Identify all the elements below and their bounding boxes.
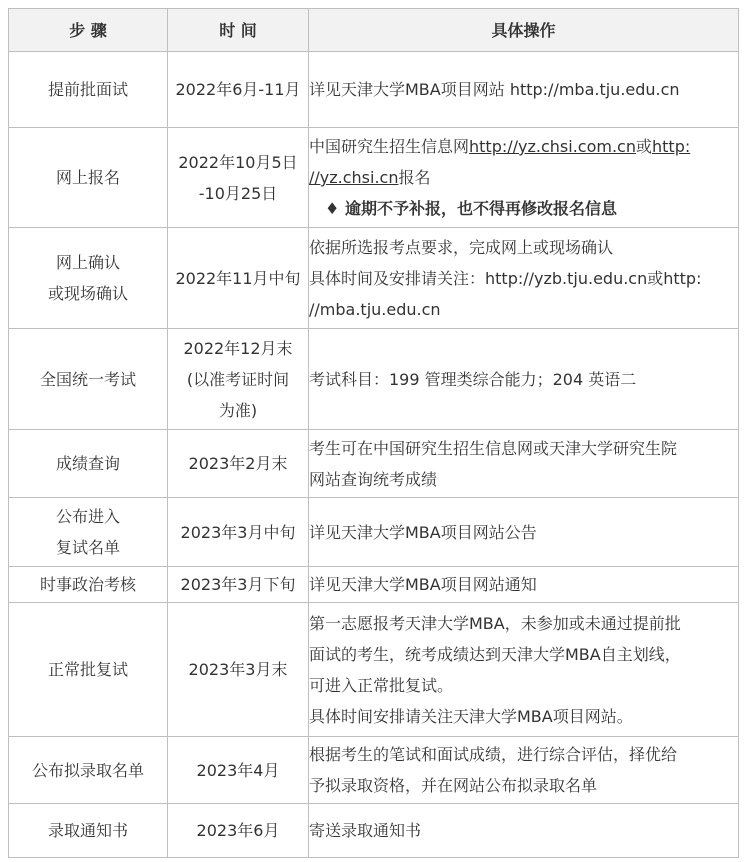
operation-text: //mba.tju.edu.cn bbox=[309, 299, 441, 319]
time-text: 2023年3月下旬 bbox=[180, 575, 296, 594]
step-text: 公布进入 bbox=[55, 507, 120, 526]
operation-text: 详见天津大学MBA项目网站通知 bbox=[309, 575, 537, 594]
operation-text: 第一志愿报考天津大学MBA，未参加或未通过提前批 bbox=[309, 613, 681, 633]
step-text: 成绩查询 bbox=[55, 454, 120, 473]
step-cell bbox=[9, 52, 168, 128]
time-cell bbox=[168, 603, 309, 737]
operation-cell bbox=[309, 228, 739, 329]
operation-cell bbox=[309, 603, 739, 737]
step-cell bbox=[9, 603, 168, 737]
table-row bbox=[9, 603, 739, 737]
chsi-link[interactable]: http://yz.chsi.com.cn bbox=[469, 137, 636, 156]
operation-line bbox=[309, 131, 738, 162]
diamond-bullet-icon: ♦ bbox=[325, 199, 340, 218]
time-text: 2022年11月中旬 bbox=[175, 268, 301, 288]
time-cell bbox=[168, 498, 309, 567]
yz-chsi-link[interactable]: http: bbox=[652, 137, 691, 156]
time-cell bbox=[168, 52, 309, 128]
operation-cell bbox=[309, 737, 739, 804]
operation-cell bbox=[309, 128, 739, 228]
operation-text: 可进入正常批复试。 bbox=[309, 675, 454, 695]
step-text: 正常批复试 bbox=[47, 660, 128, 679]
table-row bbox=[9, 430, 739, 498]
table-row bbox=[9, 128, 739, 228]
operation-text: 网站查询统考成绩 bbox=[309, 469, 438, 489]
step-cell bbox=[9, 498, 168, 567]
time-cell bbox=[168, 430, 309, 498]
operation-text: 中国研究生招生信息网 bbox=[309, 137, 470, 156]
header-step: 步 骤 bbox=[9, 9, 168, 52]
step-text: 公布拟录取名单 bbox=[31, 760, 144, 780]
time-cell bbox=[168, 804, 309, 858]
operation-text: 面试的考生，统考成绩达到天津大学MBA自主划线， bbox=[309, 644, 681, 664]
step-text: 网上报名 bbox=[55, 168, 120, 187]
time-cell bbox=[168, 737, 309, 804]
step-cell bbox=[9, 804, 168, 858]
yz-chsi-link-continued[interactable]: //yz.chsi.cn bbox=[309, 168, 399, 187]
table-row bbox=[9, 228, 739, 329]
time-text: (以准考证时间 bbox=[186, 369, 290, 389]
operation-cell bbox=[309, 804, 739, 858]
operation-cell bbox=[309, 430, 739, 498]
table-row bbox=[9, 329, 739, 430]
operation-cell bbox=[309, 52, 739, 128]
warning-note bbox=[309, 193, 738, 224]
time-cell bbox=[168, 567, 309, 603]
operation-cell bbox=[309, 498, 739, 567]
time-text: -10月25日 bbox=[198, 183, 278, 203]
operation-text: 具体时间及安排请关注：http://yzb.tju.edu.cn或http: bbox=[309, 268, 702, 288]
step-text: 全国统一考试 bbox=[39, 369, 136, 389]
time-text: 2022年12月末 bbox=[183, 338, 293, 358]
step-text: 复试名单 bbox=[55, 538, 120, 557]
operation-text: 具体时间安排请关注天津大学MBA项目网站。 bbox=[309, 706, 633, 726]
operation-cell bbox=[309, 567, 739, 603]
step-text: 时事政治考核 bbox=[39, 575, 136, 594]
table-header-row bbox=[9, 9, 739, 52]
operation-text: 依据所选报考点要求，完成网上或现场确认 bbox=[309, 237, 614, 257]
admission-schedule-table bbox=[8, 8, 739, 858]
step-text: 提前批面试 bbox=[47, 80, 128, 99]
step-cell bbox=[9, 329, 168, 430]
time-text: 2023年2月末 bbox=[188, 454, 288, 473]
operation-text: 报名 bbox=[398, 168, 431, 187]
operation-text: 或 bbox=[635, 137, 652, 156]
step-cell bbox=[9, 737, 168, 804]
time-text: 为准) bbox=[218, 400, 258, 420]
warning-text: 逾期不予补报，也不得再修改报名信息 bbox=[345, 199, 618, 218]
operation-text: 详见天津大学MBA项目网站公告 bbox=[309, 522, 537, 542]
operation-text: 详见天津大学MBA项目网站 http://mba.tju.edu.cn bbox=[309, 80, 680, 99]
step-text: 网上确认 bbox=[55, 253, 120, 272]
operation-text: 予拟录取资格，并在网站公布拟录取名单 bbox=[309, 776, 598, 795]
step-cell bbox=[9, 228, 168, 329]
table-row bbox=[9, 737, 739, 804]
operation-text: 考试科目：199 管理类综合能力；204 英语二 bbox=[309, 369, 637, 389]
operation-line bbox=[309, 162, 738, 193]
operation-text: 寄送录取通知书 bbox=[309, 821, 422, 840]
header-time: 时 间 bbox=[168, 9, 309, 52]
table-row bbox=[9, 567, 739, 603]
time-text: 2023年3月中旬 bbox=[180, 522, 296, 542]
time-text: 2023年6月 bbox=[196, 821, 280, 840]
step-cell bbox=[9, 128, 168, 228]
time-cell bbox=[168, 329, 309, 430]
table-row bbox=[9, 498, 739, 567]
header-operation: 具体操作 bbox=[309, 9, 739, 52]
time-text: 2023年3月末 bbox=[188, 660, 288, 679]
time-cell bbox=[168, 228, 309, 329]
time-cell bbox=[168, 128, 309, 228]
operation-cell bbox=[309, 329, 739, 430]
step-text: 录取通知书 bbox=[47, 821, 128, 840]
step-cell bbox=[9, 567, 168, 603]
time-text: 2022年10月5日 bbox=[178, 152, 298, 172]
table-row bbox=[9, 804, 739, 858]
time-text: 2023年4月 bbox=[196, 760, 280, 780]
operation-text: 根据考生的笔试和面试成绩，进行综合评估，择优给 bbox=[309, 745, 678, 764]
time-text: 2022年6月-11月 bbox=[175, 80, 301, 99]
step-cell bbox=[9, 430, 168, 498]
table-row bbox=[9, 52, 739, 128]
step-text: 或现场确认 bbox=[47, 284, 128, 303]
operation-text: 考生可在中国研究生招生信息网或天津大学研究生院 bbox=[309, 438, 678, 458]
